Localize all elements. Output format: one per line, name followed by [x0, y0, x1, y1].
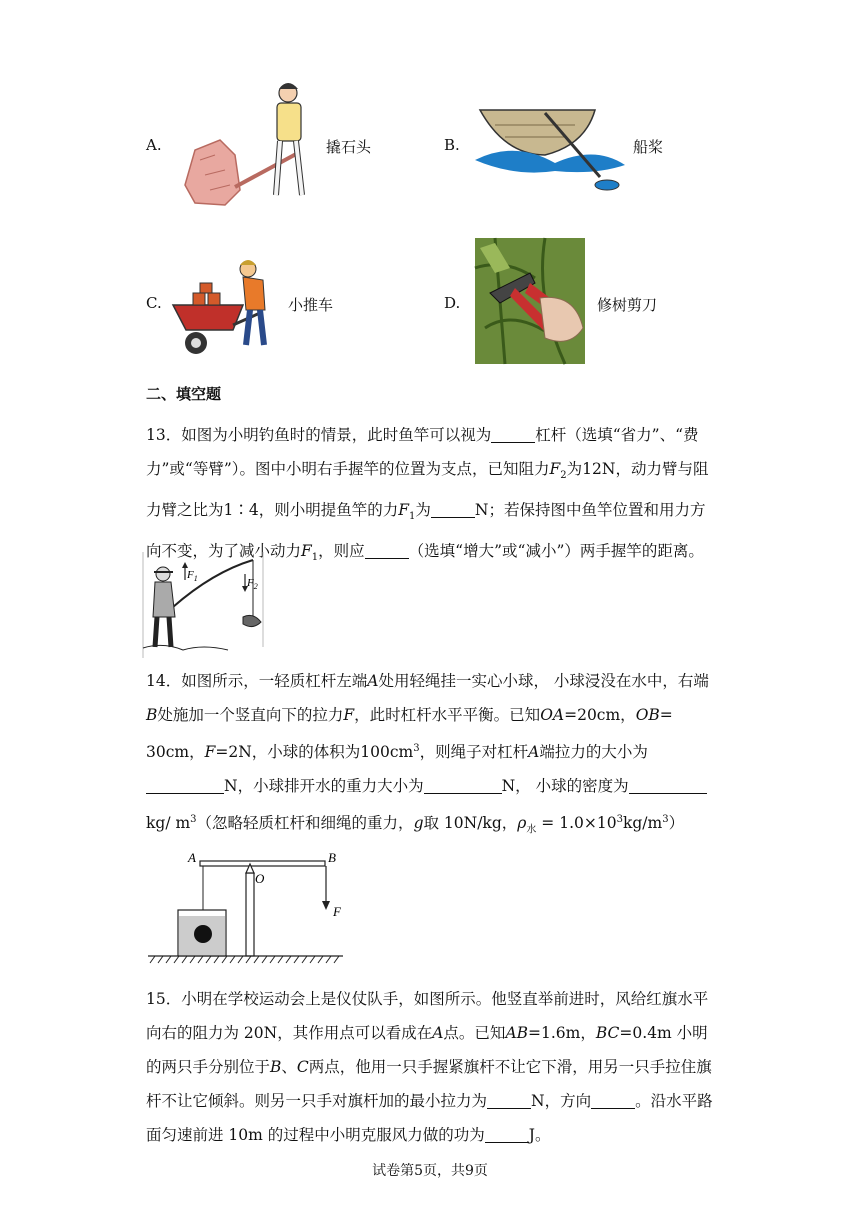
question-14: 14．如图所示，一轻质杠杆左端A处用轻绳挂一实心小球， 小球浸没在水中，右端B处施加一个竖直向下的拉力F，此时杠杆水平平衡。已知OA=20cm，OB= 30cm，F=2N，小球的体积为$100cm^3$，则绳子对杠杆A端拉力的大小为N，小球排开水的重力大小为 N， 小球的密度为kg/ $m^3$（忽略轻质杠杆和细绳的重力，g取 10N/kg，$\rho_水 = 1.0\times 10^3kg/m^3$）: [146, 672, 709, 836]
fig-f2-label: $F_2$: [247, 577, 258, 591]
q15-number: 15．: [146, 990, 182, 1008]
lever-figure: [145, 848, 355, 968]
fig-label-b: B: [328, 850, 336, 865]
option-b-label: 船桨: [633, 138, 664, 156]
q15-blank-2[interactable]: [591, 1090, 635, 1109]
q13-blank-1[interactable]: [491, 424, 535, 443]
q13-blank-2[interactable]: [431, 499, 475, 518]
q13-blank-3[interactable]: [365, 540, 409, 559]
option-a-letter: A.: [146, 136, 162, 154]
q15-blank-3[interactable]: [485, 1124, 529, 1143]
question-15: 15．小明在学校运动会上是仪仗队手，如图所示。他竖直举前进时，风给红旗水平向右的阻力为 20N，其作用点可以看成在A点。已知AB=1.6m，BC=0.4m 小明的两只手分别位于B、C两点，他用一只手握紧旗杆不让它下滑，用另一只手拉住旗杆不让它倾斜。则另一只手对旗杆加的最小拉力为 N，方向 。沿水平路面匀速前进 10m 的过程中小明克服风力做的功为 J。: [146, 990, 713, 1144]
option-d-letter: D.: [444, 294, 461, 312]
boat-oar-icon: [475, 105, 635, 195]
section-title: 二、填空题: [146, 385, 222, 403]
option-a-label: 撬石头: [326, 138, 372, 156]
option-b-letter: B.: [444, 136, 460, 154]
wheelbarrow-icon: [168, 255, 283, 360]
option-c-label: 小推车: [288, 296, 334, 314]
q13-text: 如图为小明钓鱼时的情景，此时鱼竿可以视为: [181, 426, 492, 444]
pruning-shears-icon: [475, 238, 585, 364]
q15-blank-1[interactable]: [487, 1090, 531, 1109]
option-c-letter: C.: [146, 294, 162, 312]
question-13: 13．如图为小明钓鱼时的情景，此时鱼竿可以视为 杠杆（选填“省力”、“费力”或“等臂”）。图中小明右手握竿的位置为支点，已知阻力$F_2$为12N，动力臂与阻力臂之比为1∶4，则小明提鱼竿的力$F_1$为 N；若保持图中鱼竿位置和用力方向不变，为了减小动力$F_1$，则应 （选填“增大”或“减小”）两手握竿的距离。: [146, 426, 709, 564]
fig-label-a: A: [188, 850, 196, 865]
fishing-figure: [143, 552, 265, 658]
fig-f1-label: $F_1$: [187, 569, 198, 583]
q14-blank-1[interactable]: [146, 775, 224, 794]
q14-blank-2[interactable]: [424, 775, 502, 794]
q13-number: 13．: [146, 426, 182, 444]
page-footer: 试卷第5页，共9页: [372, 1163, 488, 1179]
pry-rock-icon: [180, 75, 320, 210]
fig-label-f: F: [333, 904, 341, 919]
option-d-label: 修树剪刀: [597, 296, 658, 314]
q14-blank-3[interactable]: [629, 775, 707, 794]
q14-number: 14．: [146, 672, 182, 690]
fig-label-o: O: [255, 871, 265, 886]
